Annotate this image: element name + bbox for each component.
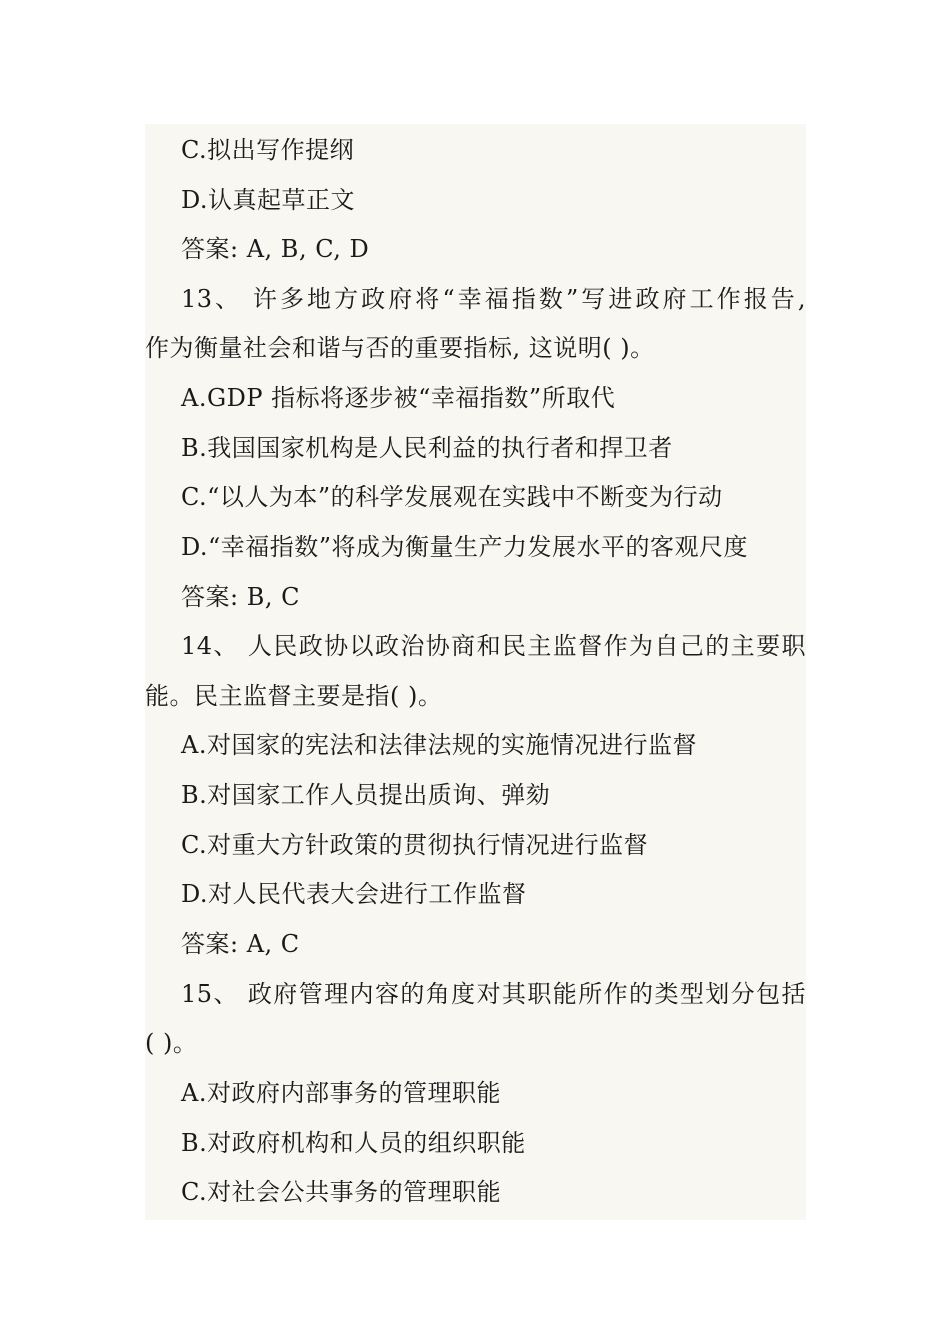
option-d-q13: D.“幸福指数”将成为衡量生产力发展水平的客观尺度: [181, 533, 749, 561]
question-15-line-1: 15、 政府管理内容的角度对其职能所作的类型划分包括: [181, 980, 806, 1008]
question-15-line-2: ( )。: [145, 1029, 198, 1057]
option-b-q13: B.我国国家机构是人民利益的执行者和捍卫者: [181, 434, 673, 462]
question-14-line-1: 14、 人民政协以政治协商和民主监督作为自己的主要职: [181, 632, 806, 660]
option-c-q15: C.对社会公共事务的管理职能: [181, 1178, 502, 1206]
question-14-line-2: 能。民主监督主要是指( )。: [145, 682, 443, 710]
answer-q12: 答案: A, B, C, D: [181, 235, 370, 263]
document-page: [145, 124, 806, 1220]
option-c-q13: C.“以人为本”的科学发展观在实践中不断变为行动: [181, 483, 723, 511]
option-d-q14: D.对人民代表大会进行工作监督: [181, 880, 527, 908]
answer-q13: 答案: B, C: [181, 583, 300, 611]
option-a-q14: A.对国家的宪法和法律法规的实施情况进行监督: [181, 731, 697, 759]
option-c-q14: C.对重大方针政策的贯彻执行情况进行监督: [181, 831, 649, 859]
answer-q14: 答案: A, C: [181, 930, 300, 958]
option-a-q15: A.对政府内部事务的管理职能: [181, 1079, 501, 1107]
option-b-q15: B.对政府机构和人员的组织职能: [181, 1129, 526, 1157]
option-d-q12: D.认真起草正文: [181, 186, 356, 214]
option-c-q12: C.拟出写作提纲: [181, 136, 355, 164]
option-b-q14: B.对国家工作人员提出质询、弹劾: [181, 781, 551, 809]
question-13-line-2: 作为衡量社会和谐与否的重要指标, 这说明( )。: [145, 334, 655, 362]
option-a-q13: A.GDP 指标将逐步被“幸福指数”所取代: [181, 384, 616, 412]
question-13-line-1: 13、 许多地方政府将“幸福指数”写进政府工作报告,: [181, 285, 806, 313]
